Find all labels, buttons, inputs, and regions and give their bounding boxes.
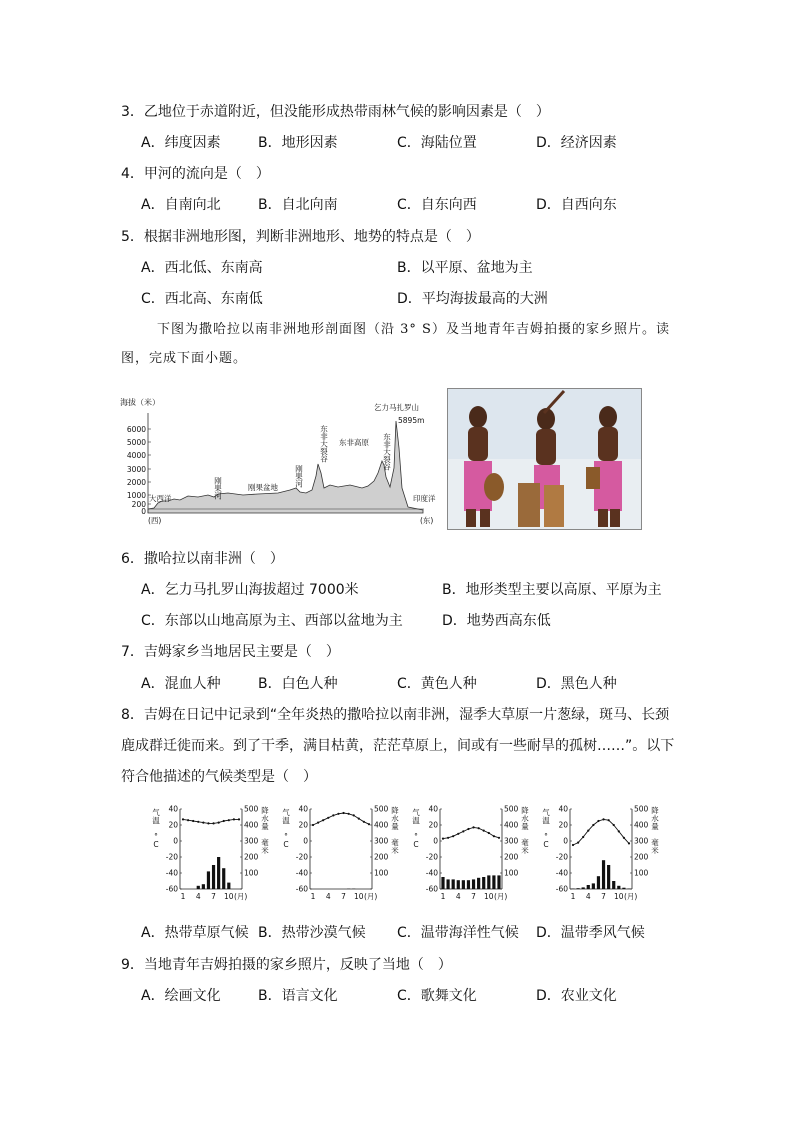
precip-axis-label: 米 [261, 846, 269, 855]
label-atlantic: 大西洋 [149, 494, 172, 503]
climate-chart-1 [150, 803, 270, 907]
profile-ytick: 3000 [126, 465, 146, 474]
precip-axis-label: 毫 [651, 838, 659, 847]
q7-option-c[interactable]: C．黄色人种 [397, 676, 477, 692]
precip-bar [457, 880, 460, 889]
precip-bar [576, 888, 579, 889]
precip-tick: 100 [634, 868, 649, 878]
temp-point [363, 821, 365, 823]
month-tick: 4 [585, 892, 591, 901]
temp-axis-label: C [153, 840, 159, 849]
month-tick: 1 [440, 892, 446, 901]
precip-axis-label: 水 [651, 814, 659, 823]
precip-bar [452, 879, 455, 889]
q6-option-a[interactable]: A．乞力马扎罗山海拔超过 7000米 [141, 582, 359, 598]
precip-bar [602, 860, 605, 889]
precip-tick: 100 [244, 868, 259, 878]
temp-point [587, 830, 589, 832]
precip-bar [462, 880, 465, 889]
precip-tick: 200 [634, 852, 649, 862]
temp-point [577, 842, 579, 844]
label-plateau: 东非高原 [339, 438, 369, 447]
label-kili-height: 5895m [398, 416, 425, 425]
temp-point [202, 822, 204, 824]
precip-bar [597, 876, 600, 889]
profile-ytick: 2000 [126, 478, 146, 487]
profile-ytick: 5000 [126, 438, 146, 447]
q6-option-b[interactable]: B．地形类型主要以高原、平原为主 [442, 582, 662, 598]
precip-axis-label: 毫 [391, 838, 399, 847]
temp-tick: 40 [558, 804, 568, 814]
temp-line [313, 813, 369, 825]
temp-line [573, 819, 629, 845]
precip-bar [472, 879, 475, 889]
temp-tick: -60 [425, 884, 438, 894]
temp-point [457, 833, 459, 835]
climate-charts-row [150, 803, 660, 911]
precip-tick: 500 [634, 804, 649, 814]
month-tick: 7 [471, 892, 476, 901]
precip-tick: 300 [244, 836, 259, 846]
precip-tick: 400 [374, 820, 389, 830]
q8-option-a[interactable]: A．热带草原气候 [141, 925, 249, 941]
temp-point [613, 824, 615, 826]
q8-stem-line-3: 符合他描述的气候类型是（ ） [121, 769, 317, 785]
precip-bar [212, 865, 215, 889]
temp-tick: 40 [428, 804, 438, 814]
month-tick: 1 [570, 892, 576, 901]
profile-ytick: 1000 [126, 491, 146, 500]
temp-tick: 20 [298, 820, 308, 830]
precip-tick: 200 [374, 852, 389, 862]
terrain-profile-chart [118, 393, 443, 528]
q8-stem-line-1: 8．吉姆在日记中记录到“全年炎热的撒哈拉以南非洲，湿季大草原一片葱绿，斑马、长颈 [121, 707, 670, 723]
temp-point [312, 824, 314, 826]
precip-bar [217, 857, 220, 889]
temp-point [212, 822, 214, 824]
precip-tick: 100 [504, 868, 519, 878]
precip-bar [222, 868, 225, 889]
temp-tick: 0 [433, 836, 438, 846]
month-tick: 10 [354, 892, 364, 901]
precip-axis-label: 水 [261, 814, 269, 823]
precip-tick: 300 [504, 836, 519, 846]
temp-point [342, 812, 344, 814]
q6-stem: 6．撒哈拉以南非洲（ ） [121, 551, 284, 567]
q3-option-d[interactable]: D．经济因素 [536, 135, 617, 151]
q4-option-a[interactable]: A．自南向北 [141, 197, 221, 213]
temp-tick: -20 [165, 852, 178, 862]
temp-point [228, 819, 230, 821]
label-congo-basin: 刚果盆地 [248, 483, 278, 492]
precip-bar [202, 884, 205, 889]
precip-bar [612, 881, 615, 889]
precip-bar [582, 887, 585, 889]
temp-axis-label: C [413, 840, 419, 849]
precip-axis-label: 降 [261, 806, 269, 815]
temp-point [608, 819, 610, 821]
temp-tick: -40 [425, 868, 438, 878]
month-tick: 4 [325, 892, 331, 901]
temp-point [493, 835, 495, 837]
precip-tick: 500 [244, 804, 259, 814]
precip-tick: 400 [634, 820, 649, 830]
temp-axis-label: 气 [282, 808, 290, 817]
q7-option-a[interactable]: A．混血人种 [141, 676, 221, 692]
temp-point [332, 814, 334, 816]
precip-axis-label: 降 [651, 806, 659, 815]
month-tick: 10 [224, 892, 234, 901]
q5-option-d[interactable]: D．平均海拔最高的大洲 [397, 291, 548, 307]
month-tick: 1 [310, 892, 316, 901]
temp-axis-label: ° [544, 832, 548, 841]
q5-option-b[interactable]: B．以平原、盆地为主 [397, 260, 533, 276]
label-indian: 印度洋 [413, 494, 436, 503]
precip-axis-label: 毫 [261, 838, 269, 847]
precip-tick: 500 [504, 804, 519, 814]
temp-axis-label: 气 [152, 808, 160, 817]
temp-tick: 20 [558, 820, 568, 830]
q4-option-d[interactable]: D．自西向东 [536, 197, 617, 213]
precip-bar [622, 888, 625, 889]
profile-ytick: 4000 [126, 451, 146, 460]
q6-option-d[interactable]: D．地势西高东低 [442, 613, 551, 629]
temp-point [472, 826, 474, 828]
precip-tick: 500 [374, 804, 389, 814]
q3-option-c[interactable]: C．海陆位置 [397, 135, 477, 151]
temp-point [597, 820, 599, 822]
temp-point [238, 818, 240, 820]
q5-stem: 5．根据非洲地形图，判断非洲地形、地势的特点是（ ） [121, 229, 480, 245]
precip-tick: 200 [244, 852, 259, 862]
temp-point [452, 835, 454, 837]
precip-bar [487, 875, 490, 889]
temp-point [442, 838, 444, 840]
q8-stem-line-2: 鹿成群迁徙而来。到了干季，满目枯黄，茫茫草原上，间或有一些耐旱的孤树……”。以下 [121, 738, 675, 754]
temp-tick: 0 [173, 836, 178, 846]
temp-point [348, 813, 350, 815]
temp-axis-label: 气 [412, 808, 420, 817]
temp-point [182, 818, 184, 820]
temp-point [197, 821, 199, 823]
precip-tick: 300 [634, 836, 649, 846]
label-rift-2: 东非大裂谷 [382, 433, 392, 471]
temp-point [447, 837, 449, 839]
precip-bar [441, 877, 444, 889]
temp-point [488, 832, 490, 834]
precip-axis-label: 毫 [521, 838, 529, 847]
temp-axis-label: C [283, 840, 289, 849]
q9-option-b[interactable]: B．语言文化 [258, 988, 338, 1004]
climate-chart-3 [410, 803, 530, 907]
profile-ytick: 200 [131, 500, 146, 509]
precip-axis-label: 量 [521, 822, 529, 831]
precip-bar [446, 879, 449, 889]
q7-option-d[interactable]: D．黑色人种 [536, 676, 617, 692]
temp-tick: 20 [428, 820, 438, 830]
temp-tick: 0 [563, 836, 568, 846]
month-tick: 10 [614, 892, 624, 901]
precip-axis-label: 米 [651, 846, 659, 855]
temp-axis-label: 温 [542, 816, 550, 825]
temp-point [187, 819, 189, 821]
temp-point [233, 818, 235, 820]
intro-line-2: 图，完成下面小题。 [121, 351, 248, 366]
temp-point [618, 830, 620, 832]
temp-point [317, 822, 319, 824]
temp-tick: -40 [555, 868, 568, 878]
precip-bar [592, 883, 595, 889]
precip-axis-label: 降 [521, 806, 529, 815]
temp-point [223, 820, 225, 822]
precip-axis-label: 米 [391, 846, 399, 855]
precip-axis-label: 水 [521, 814, 529, 823]
q8-option-d[interactable]: D．温带季风气候 [536, 925, 645, 941]
temp-point [192, 820, 194, 822]
intro-line-1: 下图为撒哈拉以南非洲地形剖面图（沿 3° S）及当地青年吉姆拍摄的家乡照片。读 [157, 322, 670, 337]
climate-chart-2 [280, 803, 400, 907]
temp-line [183, 819, 239, 823]
q9-option-d[interactable]: D．农业文化 [536, 988, 617, 1004]
q3-option-b[interactable]: B．地形因素 [258, 135, 338, 151]
temp-point [572, 844, 574, 846]
precip-tick: 200 [504, 852, 519, 862]
month-tick: 1 [180, 892, 186, 901]
temp-tick: 0 [303, 836, 308, 846]
temp-tick: -20 [555, 852, 568, 862]
q4-stem: 4．甲河的流向是（ ） [121, 166, 270, 182]
month-unit: (月) [494, 892, 508, 901]
precip-axis-label: 量 [651, 822, 659, 831]
month-tick: 7 [341, 892, 346, 901]
precip-bar [587, 885, 590, 889]
q9-option-c[interactable]: C．歌舞文化 [397, 988, 477, 1004]
label-congo-river-2: 刚果河 [294, 465, 304, 488]
precip-axis-label: 米 [521, 846, 529, 855]
temp-point [592, 824, 594, 826]
month-unit: (月) [624, 892, 638, 901]
profile-ylabel: 海拔（米） [120, 398, 160, 407]
temp-point [498, 837, 500, 839]
temp-point [628, 842, 630, 844]
temp-line [443, 827, 499, 838]
temp-tick: 20 [168, 820, 178, 830]
precip-bar [617, 886, 620, 889]
precip-bar [482, 877, 485, 889]
precip-bar [197, 886, 200, 889]
label-west: (西) [148, 516, 162, 525]
month-tick: 7 [211, 892, 216, 901]
q7-stem: 7．吉姆家乡当地居民主要是（ ） [121, 644, 340, 660]
precip-bar [477, 878, 480, 889]
q5-option-c[interactable]: C．西北高、东南低 [141, 291, 263, 307]
temp-axis-label: ° [284, 832, 288, 841]
temp-tick: -20 [295, 852, 308, 862]
label-rift-1: 东非大裂谷 [319, 425, 329, 463]
temp-point [218, 822, 220, 824]
q9-option-a[interactable]: A．绘画文化 [141, 988, 221, 1004]
temp-point [582, 836, 584, 838]
q4-option-c[interactable]: C．自东向西 [397, 197, 477, 213]
temp-tick: -40 [295, 868, 308, 878]
precip-axis-label: 量 [391, 822, 399, 831]
precip-axis-label: 降 [391, 806, 399, 815]
q4-option-b[interactable]: B．自北向南 [258, 197, 338, 213]
temp-tick: -60 [165, 884, 178, 894]
month-tick: 10 [484, 892, 494, 901]
temp-point [207, 822, 209, 824]
drummers-photo [447, 388, 642, 530]
precip-bar [467, 880, 470, 889]
q8-option-c[interactable]: C．温带海洋性气候 [397, 925, 519, 941]
precip-bar [492, 875, 495, 889]
month-unit: (月) [234, 892, 248, 901]
temp-tick: -60 [295, 884, 308, 894]
temp-point [353, 814, 355, 816]
label-east: (东) [420, 516, 434, 525]
precip-bar [497, 875, 500, 889]
temp-point [358, 818, 360, 820]
temp-point [478, 827, 480, 829]
temp-axis-label: 温 [282, 816, 290, 825]
temp-axis-label: C [543, 840, 549, 849]
month-tick: 4 [455, 892, 461, 901]
precip-bar [227, 883, 230, 889]
temp-point [322, 819, 324, 821]
precip-axis-label: 量 [261, 822, 269, 831]
label-kilimanjaro: 乞力马扎罗山 [374, 403, 419, 412]
q9-stem: 9．当地青年吉姆拍摄的家乡照片，反映了当地（ ） [121, 957, 452, 973]
climate-chart-4 [540, 803, 660, 907]
temp-point [602, 818, 604, 820]
precip-axis-label: 水 [391, 814, 399, 823]
month-unit: (月) [364, 892, 378, 901]
q7-option-b[interactable]: B．白色人种 [258, 676, 338, 692]
temp-point [467, 828, 469, 830]
temp-point [368, 823, 370, 825]
temp-tick: -20 [425, 852, 438, 862]
temp-axis-label: ° [414, 832, 418, 841]
temp-point [483, 830, 485, 832]
temp-point [337, 813, 339, 815]
temp-axis-label: ° [154, 832, 158, 841]
precip-tick: 400 [504, 820, 519, 830]
temp-tick: 40 [298, 804, 308, 814]
temp-axis-label: 温 [152, 816, 160, 825]
temp-point [327, 817, 329, 819]
label-congo-river-1: 刚果河 [213, 477, 223, 500]
temp-tick: -40 [165, 868, 178, 878]
precip-bar [207, 871, 210, 889]
temp-axis-label: 气 [542, 808, 550, 817]
temp-point [623, 837, 625, 839]
q5-option-a[interactable]: A．西北低、东南高 [141, 260, 263, 276]
q3-stem: 3．乙地位于赤道附近，但没能形成热带雨林气候的影响因素是（ ） [121, 104, 550, 120]
q8-option-b[interactable]: B．热带沙漠气候 [258, 925, 366, 941]
q3-option-a[interactable]: A．纬度因素 [141, 135, 221, 151]
precip-bar [607, 865, 610, 889]
precip-tick: 300 [374, 836, 389, 846]
month-tick: 7 [601, 892, 606, 901]
month-tick: 4 [195, 892, 201, 901]
q6-option-c[interactable]: C．东部以山地高原为主、西部以盆地为主 [141, 613, 403, 629]
profile-ytick: 0 [141, 507, 146, 516]
temp-tick: -60 [555, 884, 568, 894]
profile-ytick: 6000 [126, 425, 146, 434]
temp-point [462, 830, 464, 832]
temp-axis-label: 温 [412, 816, 420, 825]
precip-tick: 400 [244, 820, 259, 830]
precip-tick: 100 [374, 868, 389, 878]
temp-tick: 40 [168, 804, 178, 814]
